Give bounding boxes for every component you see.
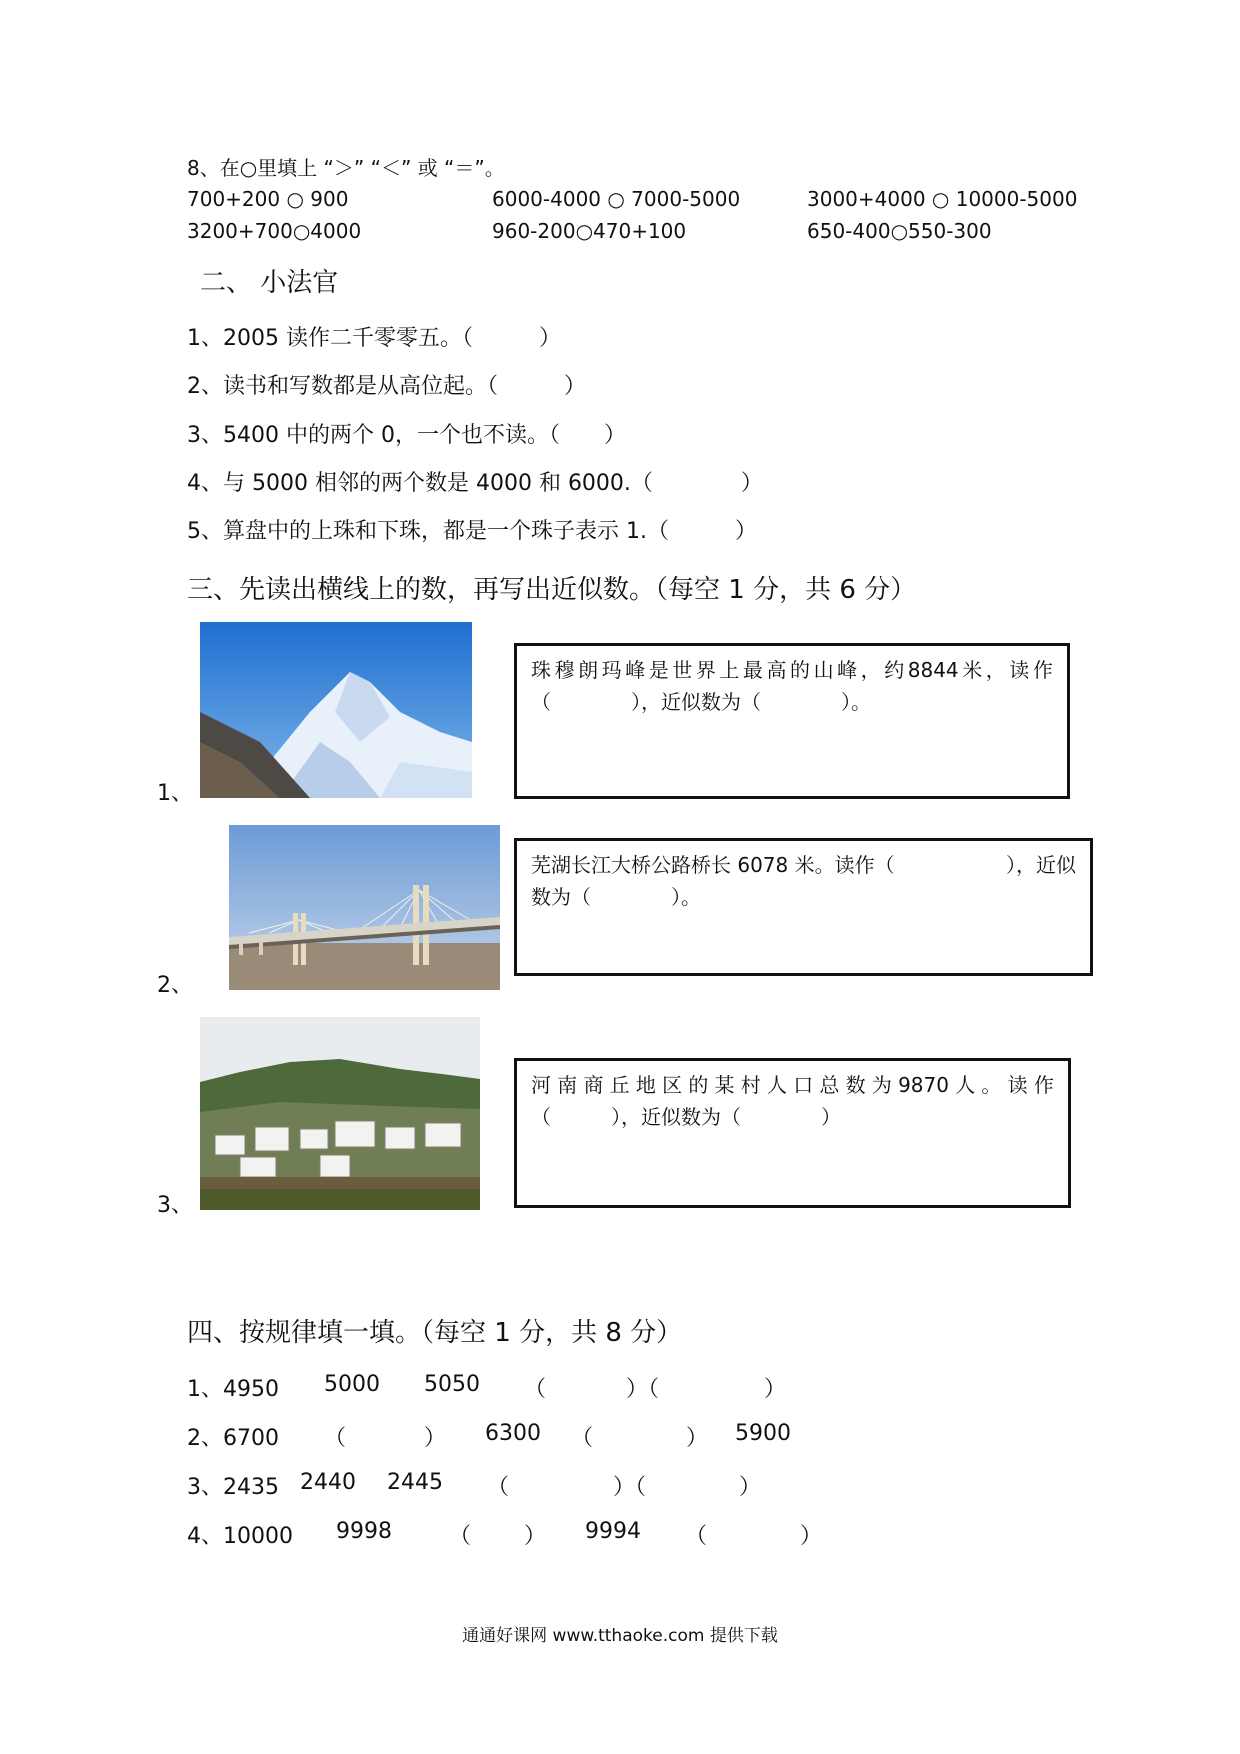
- section3-item3-char: 人: [766, 1073, 787, 1097]
- section2-title: 二、 小法官: [200, 268, 339, 298]
- section4-row2-c6: ）: [686, 1426, 709, 1451]
- section3-item2-line2: 数为（ ）。: [531, 885, 701, 909]
- section3-item1-char: ，: [860, 658, 881, 682]
- section3-item1-char: 山: [813, 658, 834, 682]
- section4-row1-c6: ）: [764, 1377, 787, 1402]
- section4-row3-c2: 2440: [300, 1470, 356, 1495]
- section3-item3-char: 河: [531, 1073, 551, 1097]
- bridge-photo: [229, 825, 500, 990]
- section2-item-4: 4、与 5000 相邻的两个数是 4000 和 6000.（ ）: [187, 471, 763, 496]
- section3-answer-box-2: [514, 838, 1093, 976]
- section3-item2-number: 2、: [157, 973, 193, 998]
- section3-item1-char: 是: [648, 658, 669, 682]
- section3-item1-number: 1、: [157, 781, 193, 806]
- section3-item3-char: 数: [845, 1073, 866, 1097]
- section3-answer-box-3: [514, 1058, 1071, 1208]
- section3-item3-char: 商: [583, 1073, 604, 1097]
- section3-item3-char: 总: [819, 1073, 840, 1097]
- section3-item1-char: 8844: [907, 658, 959, 682]
- q8-title: 8、在○里填上 “＞” “＜” 或 “＝”。: [187, 156, 505, 180]
- section3-item1-char: 朗: [578, 658, 599, 682]
- section3-item3-char: 丘: [609, 1073, 630, 1097]
- section3-item1-char: 峰: [837, 658, 858, 682]
- section4-row2-c7: 5900: [735, 1421, 791, 1446]
- section4-row3-c4: （: [487, 1475, 510, 1500]
- section4-row1-c5: ）（: [626, 1377, 660, 1402]
- section3-item1-char: 最: [742, 658, 763, 682]
- mountain-photo: [200, 622, 472, 798]
- section2-item-5: 5、算盘中的上珠和下珠，都是一个珠子表示 1.（ ）: [187, 519, 757, 544]
- section3-item3-char: 作: [1033, 1073, 1054, 1097]
- section4-row3-c6: ）: [739, 1475, 762, 1500]
- section3-item3-char: 区: [662, 1073, 683, 1097]
- section4-row1-c4: （: [524, 1377, 547, 1402]
- section4-row2-c1: 2、6700: [187, 1426, 279, 1451]
- q8-r2-c2: 960-200○470+100: [492, 219, 687, 243]
- section3-item3-char: 为: [871, 1073, 892, 1097]
- section3-item1-char: 约: [884, 658, 905, 682]
- section4-row1-c1: 1、4950: [187, 1377, 279, 1402]
- section3-item1-char: 界: [695, 658, 716, 682]
- section3-item3-char: 。: [981, 1073, 1002, 1097]
- section4-row4-c1: 4、10000: [187, 1524, 293, 1549]
- section2-item-2: 2、读书和写数都是从高位起。（ ）: [187, 374, 586, 399]
- q8-r2-c3: 650-400○550-300: [807, 219, 992, 243]
- section3-item1-char: 的: [790, 658, 811, 682]
- village-photo: [200, 1017, 480, 1210]
- section3-item1-char: 峰: [625, 658, 646, 682]
- section3-item3-char: 村: [740, 1073, 761, 1097]
- page-footer: 通通好课网 www.tthaoke.com 提供下载: [462, 1626, 778, 1646]
- section3-item3-char: 口: [793, 1073, 814, 1097]
- section3-item1-char: 作: [1032, 658, 1053, 682]
- section3-item3-number: 3、: [157, 1193, 193, 1218]
- section3-item3-char: 南: [557, 1073, 578, 1097]
- section4-title: 四、按规律填一填。（每空 1 分，共 8 分）: [187, 1318, 683, 1348]
- section4-row4-c3: （: [449, 1524, 472, 1549]
- section3-item1-char: 玛: [601, 658, 622, 682]
- section4-row3-c3: 2445: [387, 1470, 443, 1495]
- section3-item1-char: 高: [766, 658, 787, 682]
- section3-item2-line1: [531, 849, 1076, 881]
- section3-item2-text-end: ），近似: [1006, 853, 1076, 877]
- section3-item3-char: 9870: [898, 1073, 949, 1097]
- section3-item3-line1: [531, 1069, 1054, 1101]
- section4-row2-c5: （: [571, 1426, 594, 1451]
- section2-item-3: 3、5400 中的两个 0，一个也不读。（ ）: [187, 423, 626, 448]
- section4-row3-c5: ）（: [613, 1475, 647, 1500]
- q8-r1-c3: 3000+4000 ○ 10000-5000: [807, 187, 1078, 211]
- section3-item1-line1: [531, 654, 1053, 686]
- section3-item1-char: 上: [719, 658, 740, 682]
- section4-row2-c2: （: [324, 1426, 347, 1451]
- section3-item1-char: 米: [962, 658, 983, 682]
- section4-row4-c5: 9994: [585, 1519, 641, 1544]
- section3-item1-char: 读: [1009, 658, 1030, 682]
- section3-item1-line2: （ ），近似数为（ ）。: [531, 690, 871, 714]
- section4-row1-c2: 5000: [324, 1372, 380, 1397]
- section3-item1-char: 珠: [531, 658, 551, 682]
- q8-r1-c1: 700+200 ○ 900: [187, 187, 349, 211]
- section3-item2-text: 芜湖长江大桥公路桥长 6078 米。读作（: [531, 853, 895, 877]
- section4-row1-c3: 5050: [424, 1372, 480, 1397]
- section3-item3-char: 的: [688, 1073, 709, 1097]
- section3-item3-line2: （ ），近似数为（ ）: [531, 1105, 841, 1129]
- section4-row3-c1: 3、2435: [187, 1475, 279, 1500]
- q8-r1-c2: 6000-4000 ○ 7000-5000: [492, 187, 741, 211]
- section4-row2-c3: ）: [424, 1426, 447, 1451]
- section4-row4-c4: ）: [524, 1524, 547, 1549]
- section2-item-1: 1、2005 读作二千零零五。（ ）: [187, 326, 561, 351]
- section4-row4-c2: 9998: [336, 1519, 392, 1544]
- section3-item3-char: 人: [955, 1073, 976, 1097]
- section3-item3-char: 地: [635, 1073, 656, 1097]
- section3-item1-char: 穆: [554, 658, 575, 682]
- section3-item1-char: ，: [985, 658, 1006, 682]
- section3-item3-char: 某: [714, 1073, 735, 1097]
- section4-row4-c7: ）: [800, 1524, 823, 1549]
- section4-row4-c6: （: [685, 1524, 708, 1549]
- section3-title: 三、先读出横线上的数，再写出近似数。（每空 1 分，共 6 分）: [187, 575, 917, 605]
- q8-r2-c1: 3200+700○4000: [187, 219, 362, 243]
- section4-row2-c4: 6300: [485, 1421, 541, 1446]
- section3-item1-char: 世: [672, 658, 693, 682]
- section3-item3-char: 读: [1007, 1073, 1028, 1097]
- section3-answer-box-1: [514, 643, 1070, 799]
